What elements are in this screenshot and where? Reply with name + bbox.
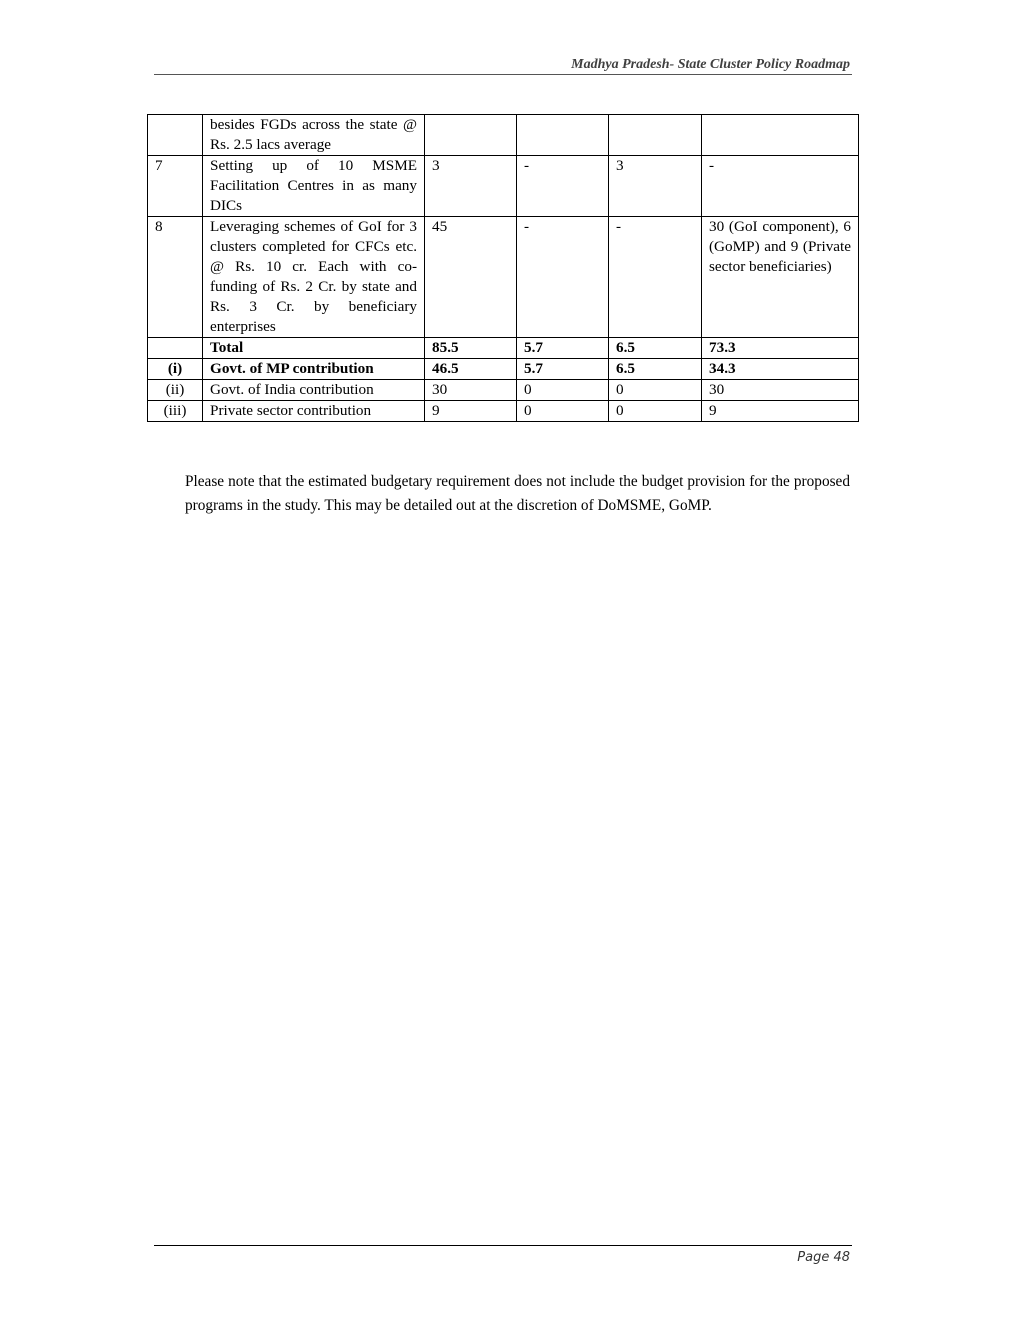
row-number-cell <box>148 338 203 359</box>
activity-description-cell: besides FGDs across the state @ Rs. 2.5 lacs average <box>203 115 425 156</box>
value-cell: - <box>517 156 609 217</box>
value-cell: 9 <box>702 401 859 422</box>
private-contribution-row <box>148 401 859 422</box>
total-label-cell: Total <box>203 338 425 359</box>
value-cell: 34.3 <box>702 359 859 380</box>
value-cell: 0 <box>609 401 702 422</box>
row-number-cell: (i) <box>148 359 203 380</box>
value-cell: 3 <box>609 156 702 217</box>
value-cell: 46.5 <box>425 359 517 380</box>
budget-note-paragraph: Please note that the estimated budgetary requirement does not include the budget provision for the proposed programs in the study. This may be detailed out at the discretion of DoMSME, GoMP. <box>185 473 850 514</box>
header-divider <box>154 74 852 75</box>
row-number-cell: 7 <box>148 156 203 217</box>
value-cell <box>517 115 609 156</box>
budget-table <box>147 114 859 422</box>
goi-contribution-row <box>148 380 859 401</box>
value-cell: 5.7 <box>517 338 609 359</box>
value-cell: 30 <box>702 380 859 401</box>
value-cell: - <box>517 217 609 338</box>
value-cell: 30 (GoI component), 6 (GoMP) and 9 (Private sector beneficiaries) <box>702 217 859 338</box>
activity-description-cell: Setting up of 10 MSME Facilitation Centres in as many DICs <box>203 156 425 217</box>
activity-description-cell: Leveraging schemes of GoI for 3 clusters completed for CFCs etc. @ Rs. 10 cr. Each with co-funding of Rs. 2 Cr. by state and Rs. 3 Cr. by beneficiary enterprises <box>203 217 425 338</box>
value-cell: 3 <box>425 156 517 217</box>
value-cell: - <box>702 156 859 217</box>
page-number: Page 48 <box>797 1250 850 1265</box>
mp-contribution-row <box>148 359 859 380</box>
value-cell: 73.3 <box>702 338 859 359</box>
row-number-cell: (ii) <box>148 380 203 401</box>
contribution-label-cell: Govt. of India contribution <box>203 380 425 401</box>
table-row <box>148 156 859 217</box>
total-row <box>148 338 859 359</box>
value-cell: 0 <box>517 401 609 422</box>
contribution-label-cell: Govt. of MP contribution <box>203 359 425 380</box>
row-number-cell: (iii) <box>148 401 203 422</box>
contribution-label-cell: Private sector contribution <box>203 401 425 422</box>
value-cell: 85.5 <box>425 338 517 359</box>
row-number-cell: 8 <box>148 217 203 338</box>
value-cell: 6.5 <box>609 359 702 380</box>
running-header-title: Madhya Pradesh- State Cluster Policy Roadmap <box>571 57 850 72</box>
value-cell: 9 <box>425 401 517 422</box>
value-cell: 45 <box>425 217 517 338</box>
footer-divider <box>154 1245 852 1246</box>
row-number-cell <box>148 115 203 156</box>
value-cell <box>702 115 859 156</box>
value-cell: 6.5 <box>609 338 702 359</box>
value-cell <box>425 115 517 156</box>
value-cell <box>609 115 702 156</box>
value-cell: 30 <box>425 380 517 401</box>
table-row <box>148 217 859 338</box>
table-row <box>148 115 859 156</box>
value-cell: - <box>609 217 702 338</box>
value-cell: 0 <box>517 380 609 401</box>
value-cell: 0 <box>609 380 702 401</box>
value-cell: 5.7 <box>517 359 609 380</box>
